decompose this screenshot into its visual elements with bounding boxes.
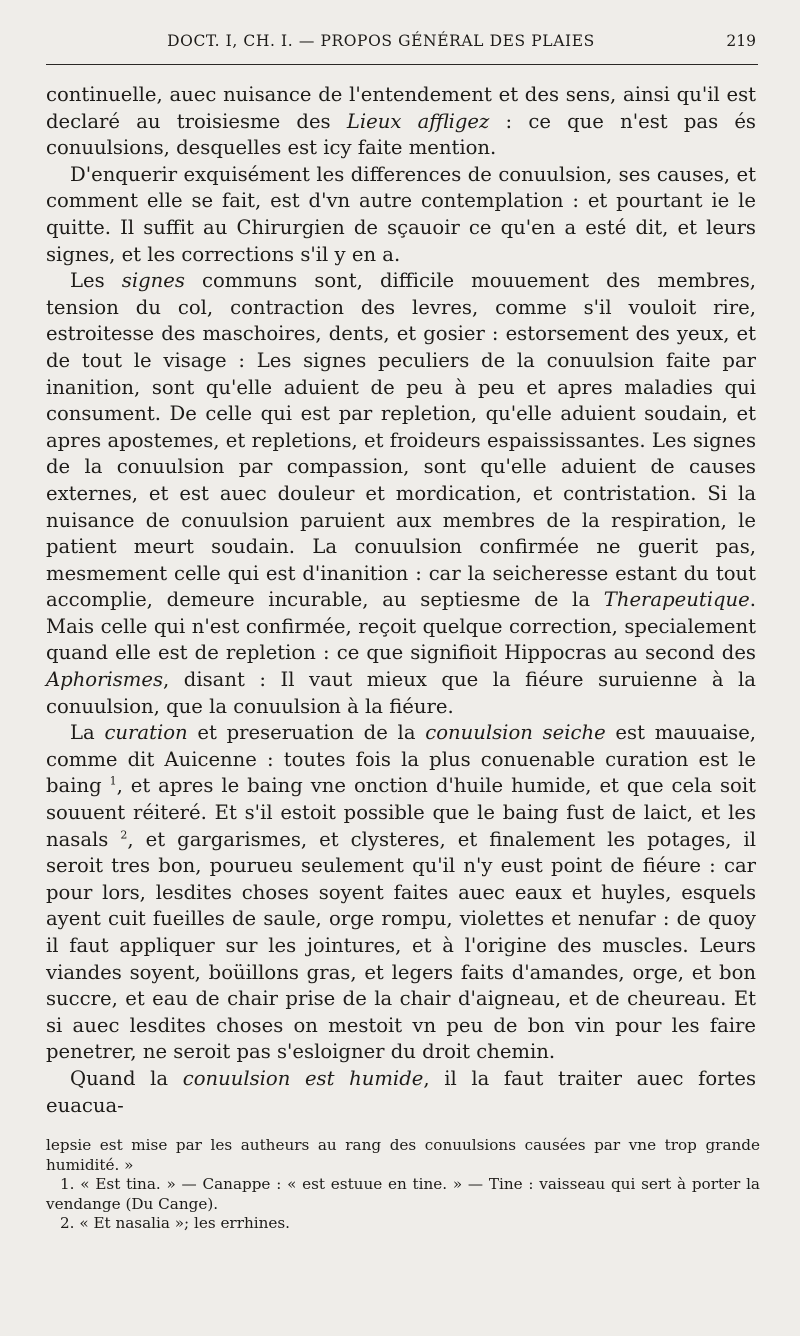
paragraph (46, 162, 756, 268)
page-header (46, 28, 756, 58)
footnote-marker: 1 (109, 774, 117, 788)
header-rule (46, 64, 758, 65)
text-run: Quand la (70, 1066, 183, 1090)
footnote-marker: 2 (120, 828, 128, 842)
text-run: continuelle, auec nuisance de l'entendement et des sens, ainsi qu'il est declaré au troisiesme des (46, 83, 756, 133)
text-run: , et apres le baing vne onction d'huile humide, et que cela soit souuent réiteré. Et s'il estoit possible que le baing fust de laict, et les nasals (46, 774, 756, 851)
paragraph (46, 268, 756, 720)
text-run: et preseruation de la (187, 721, 426, 745)
italic-text: Lieux affligez (346, 109, 490, 133)
text-run: est mauuaise, comme dit Auicenne : toutes fois la plus conuenable curation est le baing (46, 721, 757, 798)
footnotes (46, 1136, 760, 1234)
text-run: , et gargarismes, et clysteres, et finalement les potages, il seroit tres bon, pourueu seulement qu'il n'y eust point de fiéure : car pour lors, lesdites choses soyent faites auec eaux et huyles, esquels ayent cuit fueilles de saule, orge rompu, violettes et nenufar : de quoy il faut appliquer sur les jointures, et à l'origine des muscles. Leurs viandes soyent, boüillons gras, et legers faits d'amandes, orge, et bon succre, et eau de chair prise de la chair d'aigneau, et de cheureau. Et si auec lesdites choses on mestoit vn peu de bon vin pour les faire penetrer, ne seroit pas s'esloigner du droit chemin. (46, 827, 756, 1064)
italic-text: signes (121, 269, 185, 293)
italic-text: conuulsion seiche (425, 721, 606, 745)
footnote: 2. « Et nasalia »; les errhines. (60, 1214, 290, 1233)
italic-text: Aphorismes (46, 668, 164, 692)
italic-text: conuulsion est humide (182, 1066, 424, 1090)
text-run: . Mais celle qui n'est confirmée, reçoit quelque correction, specialement quand elle est de repletion : ce que signifioit Hippocras au second des (46, 588, 756, 665)
text-run: Les (70, 269, 122, 293)
footnote: 1. « Est tina. » — Canappe : « est estuue en tine. » — Tine : vaisseau qui sert à porter la vendange (Du Cange). (46, 1175, 760, 1213)
text-run: communs sont, difficile mouuement des membres, tension du col, contraction des levres, comme s'il vouloit rire, estroitesse des maschoires, dents, et gosier : estorsement des yeux, et de tout le visage : Les signes peculiers de la conuulsion faite par inanition, sont qu'elle aduient de peu à peu et apres maladies qui consument. De celle qui est par repletion, qu'elle aduient soudain, et apres apostemes, et repletions, et froideurs espaississantes. Les signes de la conuulsion par compassion, sont qu'elle aduient de causes externes, et est auec douleur et mordication, et contristation. Si la nuisance de conuulsion paruient aux membres de la respiration, le patient meurt soudain. La conuulsion confirmée ne guerit pas, mesmement celle qui est d'inanition : car la seicheresse estant du tout accomplie, demeure incurable, au septiesme de la (46, 269, 756, 612)
italic-text: curation (104, 721, 188, 745)
paragraph (46, 1066, 756, 1119)
paragraph (46, 720, 756, 1066)
page-number: 219 (726, 32, 756, 50)
italic-text: Therapeutique (603, 588, 750, 612)
text-run: : ce que n'est pas és conuulsions, desquelles est icy faite mention. (46, 109, 756, 160)
text-run: La (70, 721, 105, 745)
text-run: , il la faut traiter auec fortes euacua- (46, 1066, 757, 1117)
footnote: lepsie est mise par les autheurs au rang des conuulsions causées par vne trop grande humidité. » (46, 1136, 760, 1174)
text-run: D'enquerir exquisément les differences de conuulsion, ses causes, et comment elle se fait, est d'vn autre contemplation : et pourtant ie le quitte. Il suffit au Chirurgien de sçauoir ce qu'en a esté dit, et leurs signes, et les corrections s'il y en a. (46, 162, 756, 266)
text-run: , disant : Il vaut mieux que la fiéure suruienne à la conuulsion, que la conuulsion à la fiéure. (46, 668, 756, 718)
main-text (46, 82, 756, 1119)
paragraph (46, 82, 756, 162)
running-title: DOCT. I, CH. I. — PROPOS GÉNÉRAL DES PLAIES (167, 32, 595, 50)
